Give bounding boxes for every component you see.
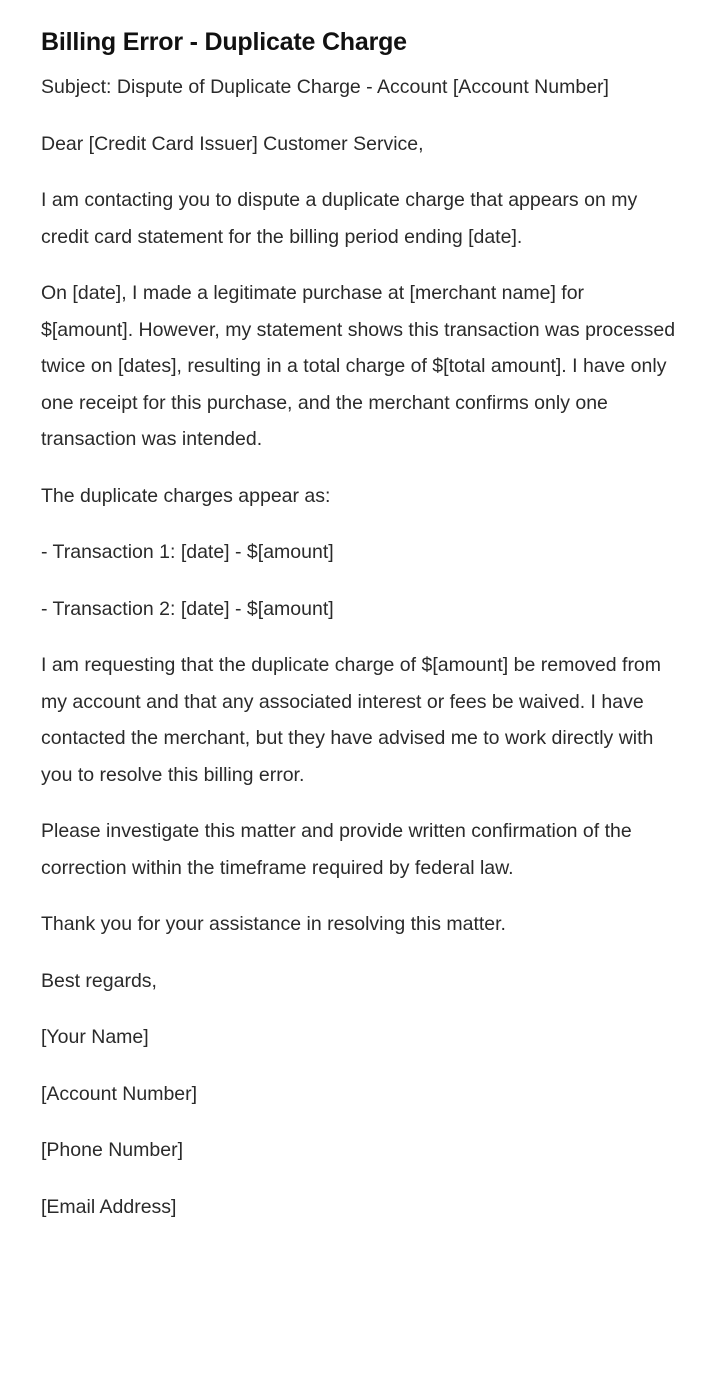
signature-name: [Your Name]: [41, 1026, 149, 1048]
thanks-line: Thank you for your assistance in resolving this matter.: [41, 913, 506, 935]
transaction-1: - Transaction 1: [date] - $[amount]: [41, 541, 334, 563]
signature-email-address: [Email Address]: [41, 1195, 177, 1218]
signature-phone-number: [Phone Number]: [41, 1139, 183, 1161]
letter-document: [41, 24, 681, 1245]
intro-paragraph: I am contacting you to dispute a duplicate charge that appears on my credit card statement for the billing period ending [date].: [41, 189, 638, 248]
signature-account-number: [Account Number]: [41, 1082, 198, 1105]
request-paragraph: I am requesting that the duplicate charge of $[amount] be removed from my account and that any associated interest or fees be waived. I have contacted the merchant, but they have advised me to work directly with you to resolve this billing error.: [41, 654, 662, 786]
investigation-paragraph: Please investigate this matter and provide written confirmation of the correction within the timeframe required by federal law.: [41, 820, 632, 879]
document-title: Billing Error - Duplicate Charge: [41, 28, 407, 56]
charges-intro: The duplicate charges appear as:: [41, 484, 331, 507]
details-paragraph: On [date], I made a legitimate purchase at [merchant name] for $[amount]. However, my statement shows this transaction was processed twice on [dates], resulting in a total charge of $[total amount]. I have only one receipt for this purchase, and the merchant confirms only one transaction was intended.: [41, 282, 676, 450]
transaction-2: - Transaction 2: [date] - $[amount]: [41, 597, 334, 620]
salutation: Dear [Credit Card Issuer] Customer Service,: [41, 132, 424, 155]
closing: Best regards,: [41, 969, 157, 992]
subject-line: Subject: Dispute of Duplicate Charge - Account [Account Number]: [41, 76, 609, 98]
